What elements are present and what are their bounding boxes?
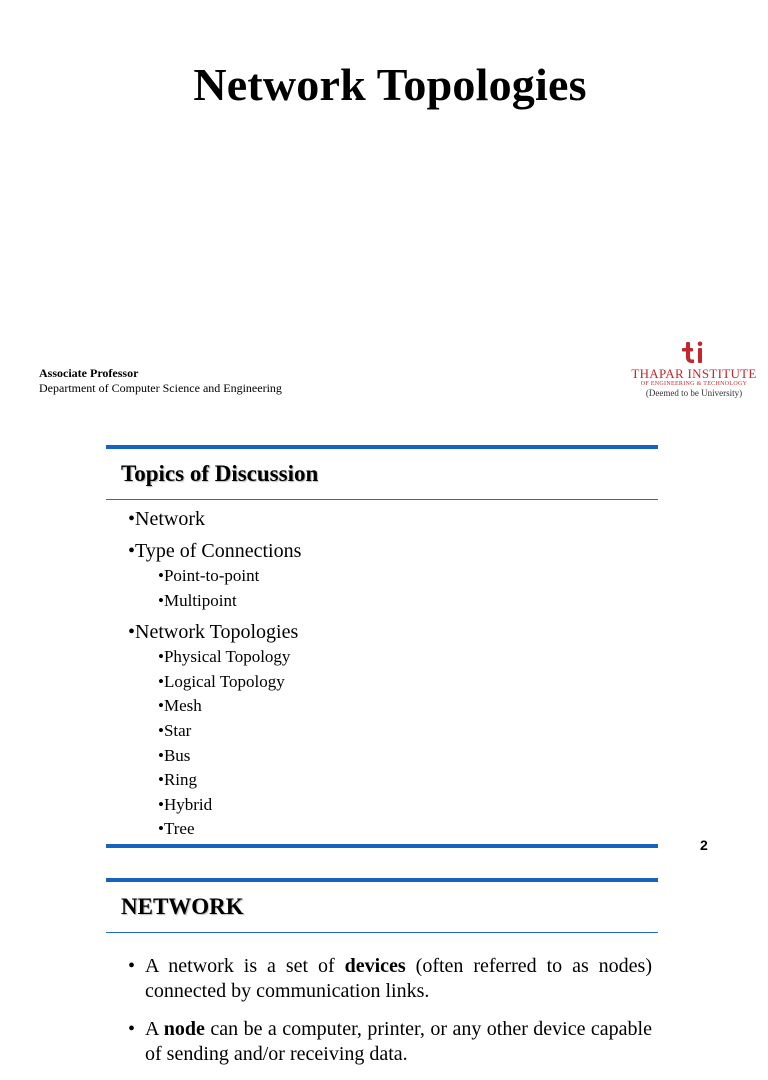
institute-subtitle: OF ENGINEERING & TECHNOLOGY xyxy=(640,381,748,387)
ti-logo-mark-icon xyxy=(681,340,707,366)
subtopic-item: • Bus xyxy=(158,744,301,769)
subtopic-item: • Ring xyxy=(158,768,301,793)
subtopic-item: • Logical Topology xyxy=(158,670,301,695)
slide-heading-topics: Topics of Discussion xyxy=(121,461,319,486)
slide-top-bar xyxy=(106,878,658,882)
bullet-emphasis: node xyxy=(163,1018,205,1040)
bullet-text: can be a computer, printer, or any other device capable of sending and/or receiving data. xyxy=(145,1018,652,1065)
subtopic-list xyxy=(128,564,301,613)
topic-item xyxy=(128,538,301,613)
author-department: Department of Computer Science and Engineering xyxy=(39,381,282,395)
author-block xyxy=(39,366,282,396)
institute-name: THAPAR INSTITUTE xyxy=(631,366,757,381)
institute-logo xyxy=(622,340,766,398)
subtopic-item: • Physical Topology xyxy=(158,645,301,670)
author-role: Associate Professor xyxy=(39,366,139,380)
subtopic-item: • Tree xyxy=(158,817,301,842)
slide-top-bar xyxy=(106,445,658,449)
subtopic-item: • Point-to-point xyxy=(158,564,301,589)
topic-item xyxy=(128,506,301,532)
topic-label: • Network Topologies xyxy=(128,621,298,643)
bullet-text: A network is a set of xyxy=(145,955,345,977)
slide-heading-network: NETWORK xyxy=(121,894,244,919)
bullet-emphasis: devices xyxy=(344,955,406,977)
subtopic-item: • Hybrid xyxy=(158,793,301,818)
subtopic-list xyxy=(128,645,301,842)
subtopic-item: • Multipoint xyxy=(158,589,301,614)
subtopic-item: • Star xyxy=(158,719,301,744)
network-bullet xyxy=(128,1017,652,1067)
slide-bottom-bar xyxy=(106,844,658,848)
institute-tagline: (Deemed to be University) xyxy=(645,388,743,398)
topic-item xyxy=(128,619,301,842)
bullet-text: A xyxy=(145,1018,164,1040)
bullet-text: (often referred to as nodes) connected by communication links. xyxy=(145,955,652,1002)
topic-label: • Type of Connections xyxy=(128,540,301,562)
heading-divider xyxy=(106,932,658,933)
topic-label: • Network xyxy=(128,508,205,530)
heading-divider xyxy=(106,499,658,500)
network-bullets xyxy=(128,954,652,1080)
topics-list xyxy=(128,506,301,848)
network-bullet xyxy=(128,954,652,1004)
slide-title: Network Topologies xyxy=(193,59,587,110)
page-number: 2 xyxy=(700,837,708,853)
subtopic-item: • Mesh xyxy=(158,694,301,719)
